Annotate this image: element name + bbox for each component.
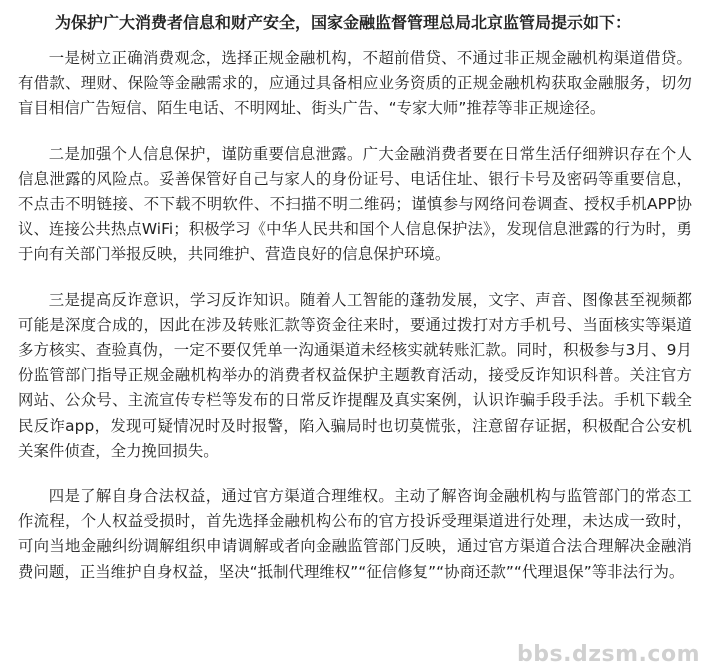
article-heading: 为保护广大消费者信息和财产安全，国家金融监督管理总局北京监管局提示如下： bbox=[55, 13, 632, 32]
paragraph-4: 四是了解自身合法权益，通过官方渠道合理维权。主动了解咨询金融机构与监管部门的常态工作流程，个人权益受损时，首先选择金融机构公布的官方投诉受理渠道进行处理，未达成一致时，可向当地金融纠纷调解组织申请调解或者向金融监管部门反映，通过官方渠道合法合理解决金融消费问题，正当维护自身权益，坚决“抵制代理维权”“征信修复”“协商还款”“代理退保”等非法行为。 bbox=[18, 487, 692, 581]
paragraph-2: 二是加强个人信息保护，谨防重要信息泄露。广大金融消费者要在日常生活仔细辨识存在个人信息泄露的风险点。妥善保管好自己与家人的身份证号、电话住址、银行卡号及密码等重要信息，不点击不明链接、不下载不明软件、不扫描不明二维码；谨慎参与网络问卷调查、授权手机APP协议、连接公共热点WiFi；积极学习《中华人民共和国个人信息保护法》，发现信息泄露的行为时，勇于向有关部门举报反映，共同维护、营造良好的信息保护环境。 bbox=[18, 144, 692, 264]
article bbox=[18, 10, 692, 605]
paragraph-3: 三是提高反诈意识，学习反诈知识。随着人工智能的蓬勃发展，文字、声音、图像甚至视频都可能是深度合成的，因此在涉及转账汇款等资金往来时，要通过拨打对方手机号、当面核实等渠道多方核实、查验真伪，一定不要仅凭单一沟通渠道未经核实就转账汇款。同时，积极参与3月、9月份监管部门指导正规金融机构举办的消费者权益保护主题教育活动，接受反诈知识科普。关注官方网站、公众号、主流宣传专栏等发布的日常反诈提醒及真实案例，认识诈骗手段手法。手机下载全民反诈app，发现可疑情况时及时报警，陷入骗局时也切莫慌张，注意留存证据，积极配合公安机关案件侦查，全力挽回损失。 bbox=[18, 290, 692, 460]
site-watermark: bbs.dzsm.com bbox=[517, 642, 700, 667]
paragraph-1: 一是树立正确消费观念，选择正规金融机构，不超前借贷、不通过非正规金融机构渠道借贷。有借款、理财、保险等金融需求的，应通过具备相应业务资质的正规金融机构获取金融服务，切勿盲目相信广告短信、陌生电话、不明网址、街头广告、“专家大师”推荐等非正规途径。 bbox=[18, 49, 692, 118]
